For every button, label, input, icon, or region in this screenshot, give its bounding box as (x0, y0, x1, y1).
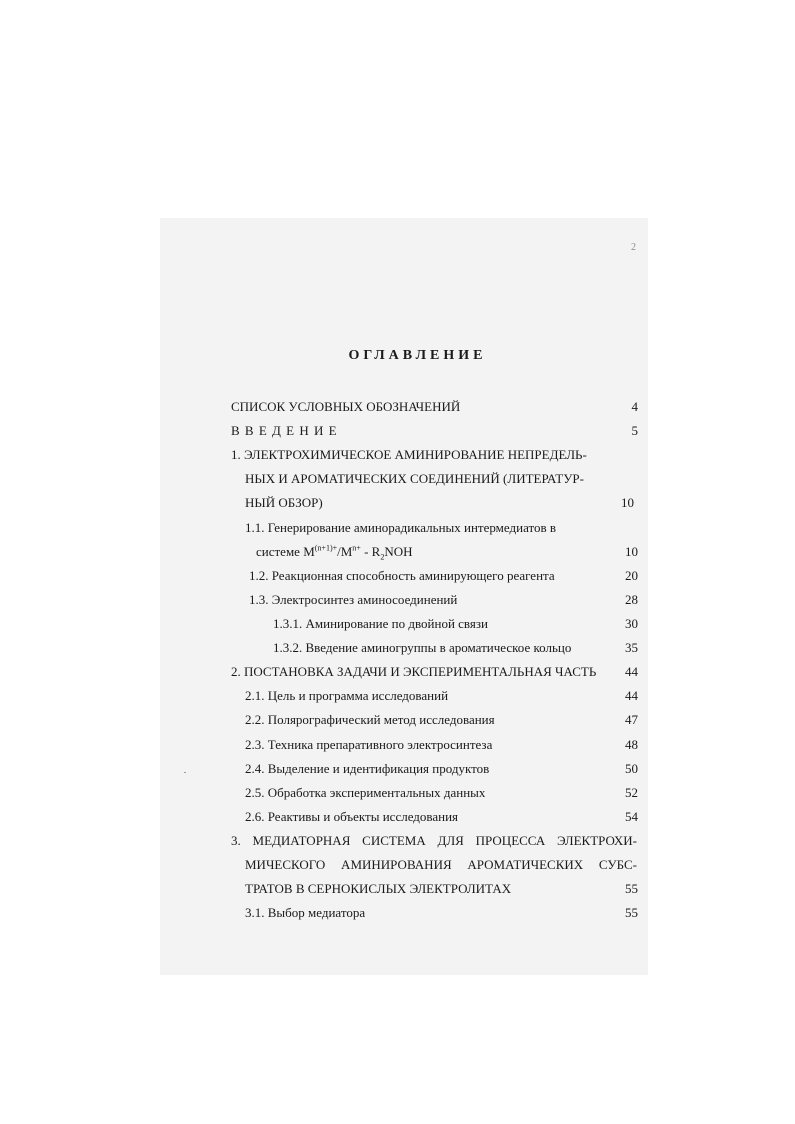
formula-sup1: (n+1)+ (314, 543, 338, 553)
toc-entry-1-3-1: 1.3.1. Аминирование по двойной связи (273, 616, 488, 631)
toc-page: 50 (625, 761, 638, 776)
toc-page: 48 (625, 737, 638, 752)
toc-page: 55 (625, 881, 638, 896)
toc-entry-chapter2: 2. ПОСТАНОВКА ЗАДАЧИ И ЭКСПЕРИМЕНТАЛЬНАЯ ЧАСТЬ (231, 664, 597, 679)
toc-entry-chapter1: 1. ЭЛЕКТРОХИМИЧЕСКОЕ АМИНИРОВАНИЕ НЕПРЕДЕЛЬ- (231, 447, 587, 462)
formula-dash: - R (360, 544, 381, 559)
formula-sup2: n+ (352, 543, 361, 553)
toc-entry-2-2: 2.2. Полярографический метод исследования (245, 712, 495, 727)
toc-entry-1-2: 1.2. Реакционная способность аминирующего реагента (249, 568, 555, 583)
formula-suffix: NOH (384, 544, 413, 559)
toc-page: 44 (625, 688, 638, 703)
toc-entry-chapter1-line2: НЫХ И АРОМАТИЧЕСКИХ СОЕДИНЕНИЙ (ЛИТЕРАТУР- (245, 471, 584, 486)
toc-page: 28 (625, 592, 638, 607)
toc-page: 54 (625, 809, 638, 824)
toc-page: 47 (625, 712, 638, 727)
toc-entry-2-6: 2.6. Реактивы и объекты исследования (245, 809, 459, 824)
formula-prefix: системе М (256, 544, 315, 559)
toc-page: 52 (625, 785, 638, 800)
toc-entry-chapter1-line3: НЫЙ ОБЗОР) (245, 495, 323, 510)
toc-entry-1-1: 1.1. Генерирование аминорадикальных интермедиатов в (245, 520, 557, 535)
formula-sub: 2 (380, 552, 385, 562)
toc-entry-1-3-2: 1.3.2. Введение аминогруппы в ароматическое кольцо (273, 640, 572, 655)
toc-entry-1-1-line2 (256, 544, 412, 560)
toc-entry-1-3: 1.3. Электросинтез аминосоединений (249, 592, 458, 607)
toc-page: 4 (631, 399, 638, 414)
formula-slash: /M (337, 544, 353, 559)
toc-entry-2-1: 2.1. Цель и программа исследований (245, 688, 449, 703)
toc-title: ОГЛАВЛЕНИЕ (348, 348, 487, 363)
toc-page: 55 (625, 905, 638, 920)
toc-entry-symbols: СПИСОК УСЛОВНЫХ ОБОЗНАЧЕНИЙ (231, 399, 461, 414)
toc-entry-3-1: 3.1. Выбор медиатора (245, 905, 366, 920)
toc-page: 44 (625, 664, 638, 679)
toc-entry-chapter3-line3: ТРАТОВ В СЕРНОКИСЛЫХ ЭЛЕКТРОЛИТАХ (245, 881, 512, 896)
toc-entry-chapter3-line2: МИЧЕСКОГО АМИНИРОВАНИЯ АРОМАТИЧЕСКИХ СУБС- (245, 857, 637, 872)
toc-entry-2-4: 2.4. Выделение и идентификация продуктов (245, 761, 490, 776)
page-number: 2 (631, 242, 636, 253)
toc-page: 30 (625, 616, 638, 631)
toc-entry-2-5: 2.5. Обработка экспериментальных данных (245, 785, 486, 800)
toc-page: 10 (621, 495, 634, 510)
scan-speck (184, 772, 186, 773)
toc-page: 10 (625, 544, 638, 559)
toc-entry-chapter3: 3. МЕДИАТОРНАЯ СИСТЕМА ДЛЯ ПРОЦЕССА ЭЛЕКТРОХИ- (231, 833, 637, 848)
toc-entry-2-3: 2.3. Техника препаративного электросинтеза (245, 737, 493, 752)
toc-page: 20 (625, 568, 638, 583)
toc-entry-introduction: В В Е Д Е Н И Е (231, 423, 338, 438)
toc-page: 5 (631, 423, 638, 438)
toc-page: 35 (625, 640, 638, 655)
